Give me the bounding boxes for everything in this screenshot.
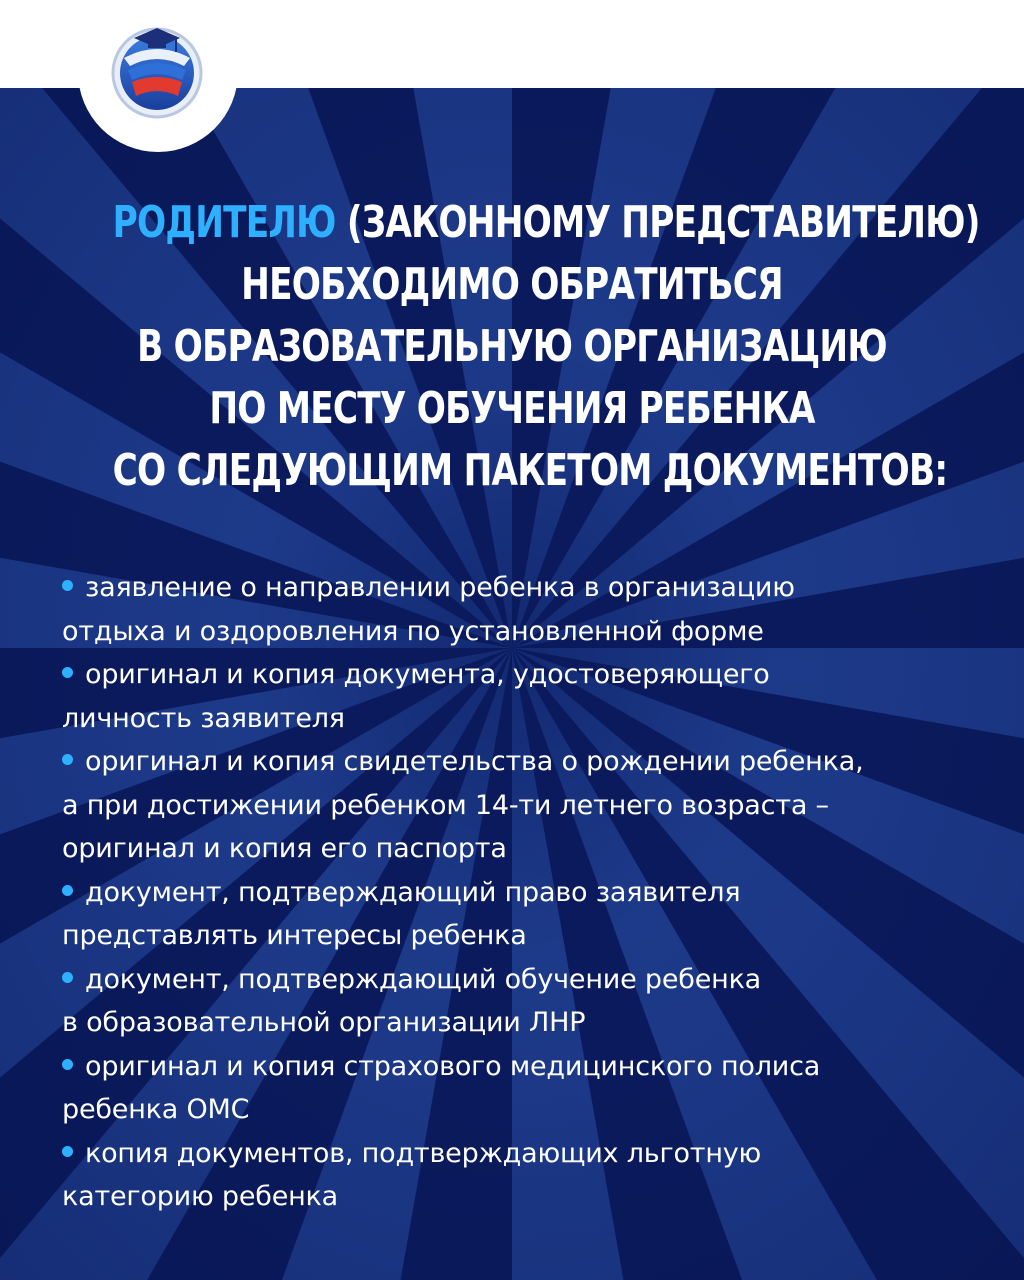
list-item xyxy=(62,1045,992,1089)
education-logo-icon xyxy=(104,18,210,124)
list-item-continuation: личность заявителя xyxy=(62,702,345,734)
list-item-text: оригинал и копия свидетельства о рождении ребенка, xyxy=(85,746,864,777)
list-item-continuation: а при достижении ребенком 14-ти летнего возраста – xyxy=(62,789,829,821)
bullet-dot-icon xyxy=(62,885,73,896)
headline-representative: (ЗАКОННОМУ ПРЕДСТАВИТЕЛЮ) xyxy=(335,197,980,248)
bullet-dot-icon xyxy=(62,972,73,983)
list-item-continuation: отдыха и оздоровления по установленной форме xyxy=(62,615,764,647)
list-item-text: заявление о направлении ребенка в организацию xyxy=(85,572,795,603)
list-item-text: оригинал и копия страхового медицинского полиса xyxy=(85,1050,821,1082)
headline-line-3: В ОБРАЗОВАТЕЛЬНУЮ ОРГАНИЗАЦИЮ xyxy=(137,321,887,372)
headline xyxy=(0,192,1024,502)
list-item xyxy=(62,653,992,697)
list-item-continuation: оригинал и копия его паспорта xyxy=(62,833,507,864)
bullet-dot-icon xyxy=(62,1059,73,1070)
list-item-text: документ, подтверждающий обучение ребенка xyxy=(85,963,762,995)
bullet-dot-icon xyxy=(62,667,73,678)
list-item-text: документ, подтверждающий право заявителя xyxy=(85,876,741,908)
list-item-text: копия документов, подтверждающих льготную xyxy=(85,1137,762,1169)
list-item-continuation: ребенка ОМС xyxy=(62,1094,250,1125)
bullet-dot-icon xyxy=(62,754,73,765)
headline-line-2: НЕОБХОДИМО ОБРАТИТЬСЯ xyxy=(241,259,783,310)
documents-list xyxy=(62,566,992,1219)
bullet-dot-icon xyxy=(62,580,73,591)
list-item-text: оригинал и копия документа, удостоверяющего xyxy=(85,659,770,690)
headline-line-5: СО СЛЕДУЮЩИМ ПАКЕТОМ ДОКУМЕНТОВ: xyxy=(112,445,948,496)
list-item xyxy=(62,566,992,610)
bullet-dot-icon xyxy=(62,1146,73,1157)
list-item xyxy=(62,740,992,784)
list-item xyxy=(62,958,992,1002)
headline-accent-parent: РОДИТЕЛЮ xyxy=(112,197,336,248)
list-item-continuation: в образовательной организации ЛНР xyxy=(62,1007,586,1038)
list-item-continuation: категорию ребенка xyxy=(62,1181,339,1212)
list-item-continuation: представлять интересы ребенка xyxy=(62,920,527,951)
list-item xyxy=(62,1132,992,1176)
headline-line-4: ПО МЕСТУ ОБУЧЕНИЯ РЕБЕНКА xyxy=(209,383,815,434)
list-item xyxy=(62,871,992,915)
headline-line-1 xyxy=(112,192,980,254)
